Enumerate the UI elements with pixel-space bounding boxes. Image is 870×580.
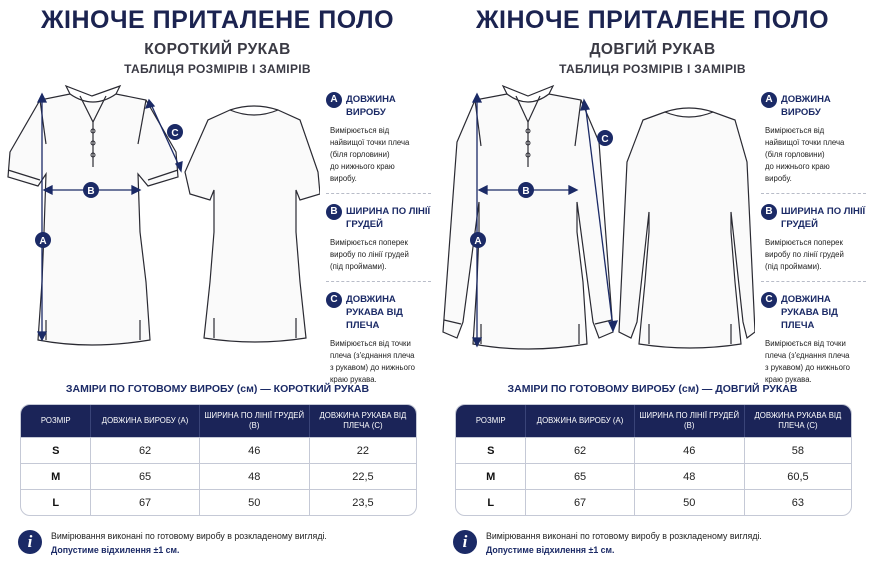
badge-b-icon: B [326, 204, 342, 220]
front-view-polo [8, 86, 178, 345]
legend-description: Вимірюється від точки плеча (з'єднання плеча з рукавом) до нижнього краю рукава. [330, 339, 415, 384]
info-icon: i [18, 530, 42, 554]
legend-heading: ШИРИНА ПО ЛІНІЇ ГРУДЕЙ [346, 206, 431, 230]
column-header: ШИРИНА ПО ЛІНІЇ ГРУДЕЙ (В) [199, 405, 309, 437]
table-cell: 22,5 [309, 464, 416, 489]
measurement-legend [326, 92, 431, 394]
column-header: РОЗМІР [40, 416, 71, 425]
table-cell: 48 [634, 464, 744, 489]
table-caption: ЗАМІРИ ПО ГОТОВОМУ ВИРОБУ (см) — ДОВГИЙ РУКАВ [507, 383, 798, 395]
marker-c-label: C [601, 134, 609, 145]
table-row [456, 437, 851, 463]
measurement-note [18, 528, 418, 560]
info-icon: i [453, 530, 477, 554]
page-subtitle-secondary: ТАБЛИЦЯ РОЗМІРІВ І ЗАМІРІВ [559, 62, 746, 76]
legend-item-b [326, 204, 431, 273]
table-cell: 62 [525, 438, 633, 463]
table-cell: 67 [90, 490, 198, 515]
column-header: ДОВЖИНА ВИРОБУ (А) [525, 405, 633, 437]
legend-item-c [326, 292, 431, 386]
table-cell: 58 [744, 438, 851, 463]
table-cell: L [52, 496, 60, 509]
page-title: ЖІНОЧЕ ПРИТАЛЕНЕ ПОЛО [475, 6, 830, 34]
table-cell: 22 [309, 438, 416, 463]
table-cell: 65 [90, 464, 198, 489]
page-subtitle: ДОВГИЙ РУКАВ [589, 41, 716, 58]
table-header [456, 405, 851, 437]
page-subtitle: КОРОТКИЙ РУКАВ [144, 41, 291, 58]
divider [326, 281, 431, 282]
legend-description: Вимірюється від точки плеча (з'єднання плеча з рукавом) до нижнього краю рукава. [765, 339, 850, 384]
legend-description: Вимірюється поперек виробу по лінії грудей (під проймами). [765, 238, 844, 271]
column-header: ДОВЖИНА РУКАВА ВІД ПЛЕЧА (С) [744, 405, 851, 437]
marker-c-label: C [171, 128, 179, 139]
page-subtitle-secondary: ТАБЛИЦЯ РОЗМІРІВ І ЗАМІРІВ [124, 62, 311, 76]
column-header: ДОВЖИНА ВИРОБУ (А) [90, 405, 198, 437]
note-text: Вимірювання виконані по готовому виробу в розкладеному вигляді. [51, 531, 327, 541]
table-cell: 50 [199, 490, 309, 515]
legend-heading: ДОВЖИНА РУКАВА ВІД ПЛЕЧА [346, 294, 403, 331]
legend-description: Вимірюється поперек виробу по лінії грудей (під проймами). [330, 238, 409, 271]
legend-item-b [761, 204, 866, 273]
badge-b-icon: B [761, 204, 777, 220]
badge-c-icon: C [326, 292, 342, 308]
size-chart-long-sleeve [435, 0, 870, 580]
table-cell: L [487, 496, 495, 509]
note-tolerance: Допустиме відхилення ±1 см. [51, 545, 180, 555]
legend-heading: ДОВЖИНА РУКАВА ВІД ПЛЕЧА [781, 294, 838, 331]
column-header: ШИРИНА ПО ЛІНІЇ ГРУДЕЙ (В) [634, 405, 744, 437]
legend-item-c [761, 292, 866, 386]
table-row [21, 463, 416, 489]
table-cell: 50 [634, 490, 744, 515]
size-table [455, 404, 852, 516]
marker-a-label: A [39, 236, 47, 247]
table-cell: M [486, 470, 496, 483]
table-cell: S [52, 444, 60, 457]
legend-heading: ШИРИНА ПО ЛІНІЇ ГРУДЕЙ [781, 206, 866, 230]
legend-description: Вимірюється від найвищої точки плеча (біля горловини) до нижнього краю виробу. [765, 126, 845, 183]
marker-b-label: B [87, 186, 95, 197]
table-row [21, 437, 416, 463]
table-row [456, 489, 851, 515]
garment-illustration-short-sleeve [0, 82, 320, 372]
size-table [20, 404, 417, 516]
legend-item-a [326, 92, 431, 185]
badge-a-icon: A [326, 92, 342, 108]
marker-a-label: A [474, 236, 482, 247]
back-view-polo [185, 106, 320, 342]
legend-heading: ДОВЖИНА ВИРОБУ [346, 94, 396, 118]
table-row [21, 489, 416, 515]
legend-heading: ДОВЖИНА ВИРОБУ [781, 94, 831, 118]
marker-b-label: B [522, 186, 530, 197]
page-title: ЖІНОЧЕ ПРИТАЛЕНЕ ПОЛО [40, 6, 395, 34]
measurement-note [453, 528, 853, 560]
table-cell: S [487, 444, 495, 457]
table-header [21, 405, 416, 437]
table-cell: M [51, 470, 61, 483]
note-tolerance: Допустиме відхилення ±1 см. [486, 545, 615, 555]
table-caption: ЗАМІРИ ПО ГОТОВОМУ ВИРОБУ (см) — КОРОТКИЙ РУКАВ [65, 383, 370, 395]
divider [761, 193, 866, 194]
column-header: РОЗМІР [475, 416, 506, 425]
table-cell: 46 [634, 438, 744, 463]
badge-a-icon: A [761, 92, 777, 108]
table-cell: 46 [199, 438, 309, 463]
table-cell: 63 [744, 490, 851, 515]
table-cell: 62 [90, 438, 198, 463]
legend-item-a [761, 92, 866, 185]
table-cell: 48 [199, 464, 309, 489]
table-cell: 23,5 [309, 490, 416, 515]
garment-illustration-long-sleeve [435, 82, 755, 372]
table-cell: 67 [525, 490, 633, 515]
divider [326, 193, 431, 194]
table-row [456, 463, 851, 489]
legend-description: Вимірюється від найвищої точки плеча (біля горловини) до нижнього краю виробу. [330, 126, 410, 183]
column-header: ДОВЖИНА РУКАВА ВІД ПЛЕЧА (С) [309, 405, 416, 437]
table-cell: 65 [525, 464, 633, 489]
back-view-polo [619, 108, 755, 348]
divider [761, 281, 866, 282]
badge-c-icon: C [761, 292, 777, 308]
note-text: Вимірювання виконані по готовому виробу в розкладеному вигляді. [486, 531, 762, 541]
table-cell: 60,5 [744, 464, 851, 489]
measurement-legend [761, 92, 866, 394]
